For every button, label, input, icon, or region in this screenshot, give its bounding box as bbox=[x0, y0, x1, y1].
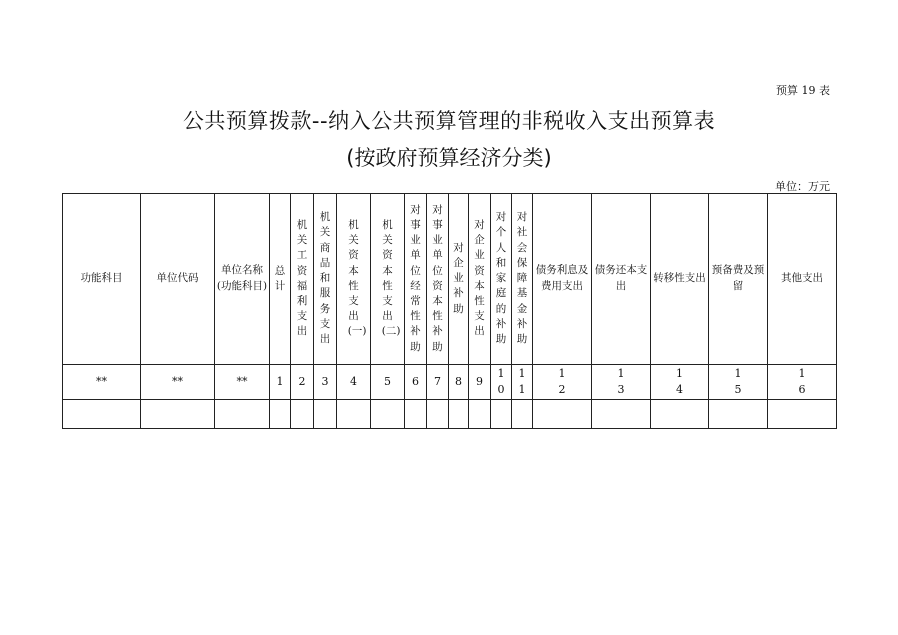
column-header-label: 总计 bbox=[274, 264, 286, 292]
column-number: 7 bbox=[427, 365, 449, 400]
column-header bbox=[337, 194, 371, 365]
table-cell bbox=[270, 400, 291, 429]
header-row bbox=[63, 194, 837, 365]
column-number: 16 bbox=[768, 365, 837, 400]
column-number: 13 bbox=[592, 365, 651, 400]
table-cell bbox=[337, 400, 371, 429]
column-header-label: 单位名称(功能科目) bbox=[216, 264, 268, 292]
column-header-label: 对事业单位经常性补助 bbox=[410, 203, 421, 353]
table-cell bbox=[709, 400, 768, 429]
table-cell bbox=[651, 400, 709, 429]
column-header-label: 债务利息及费用支出 bbox=[535, 264, 589, 292]
column-number: 9 bbox=[469, 365, 491, 400]
column-header bbox=[291, 194, 314, 365]
table-cell bbox=[768, 400, 837, 429]
column-header-label: 对社会保障基金补助 bbox=[516, 211, 528, 345]
column-header bbox=[491, 194, 512, 365]
column-header-label: 对事业单位资本性补助 bbox=[432, 203, 443, 353]
column-header bbox=[512, 194, 533, 365]
column-header bbox=[270, 194, 291, 365]
column-header bbox=[427, 194, 449, 365]
table-row bbox=[63, 400, 837, 429]
column-header bbox=[449, 194, 469, 365]
column-number: 2 bbox=[291, 365, 314, 400]
page-subtitle: (按政府预算经济分类) bbox=[346, 146, 552, 170]
table-cell bbox=[533, 400, 592, 429]
column-header-label: 转移性支出 bbox=[653, 272, 706, 285]
column-number: 3 bbox=[314, 365, 337, 400]
column-header-label: 其他支出 bbox=[781, 272, 823, 285]
column-number: 14 bbox=[651, 365, 709, 400]
column-header bbox=[215, 194, 270, 365]
column-number: ** bbox=[215, 365, 270, 400]
column-header-label: 单位代码 bbox=[156, 272, 199, 285]
column-header bbox=[469, 194, 491, 365]
column-header-label: 机关资本性支出(一) bbox=[347, 218, 367, 338]
column-number: 8 bbox=[449, 365, 469, 400]
column-header-label: 机关工资福利支出 bbox=[296, 218, 308, 338]
table-cell bbox=[592, 400, 651, 429]
table-cell bbox=[291, 400, 314, 429]
column-number: 6 bbox=[405, 365, 427, 400]
column-header-label: 机关资本性支出(二) bbox=[381, 218, 401, 338]
column-header-label: 对企业补助 bbox=[453, 241, 464, 315]
column-number: 15 bbox=[709, 365, 768, 400]
table-cell bbox=[141, 400, 215, 429]
table-number: 预算 19 表 bbox=[776, 84, 830, 97]
column-number: ** bbox=[63, 365, 141, 400]
column-number: 1 bbox=[270, 365, 291, 400]
column-number: 10 bbox=[491, 365, 512, 400]
column-number: ** bbox=[141, 365, 215, 400]
column-header bbox=[314, 194, 337, 365]
column-header-label: 功能科目 bbox=[80, 272, 123, 285]
column-header bbox=[63, 194, 141, 365]
table-cell bbox=[469, 400, 491, 429]
table-cell bbox=[427, 400, 449, 429]
table-cell bbox=[512, 400, 533, 429]
column-header bbox=[768, 194, 837, 365]
column-header bbox=[141, 194, 215, 365]
column-header bbox=[405, 194, 427, 365]
column-header-label: 对企业资本性支出 bbox=[474, 218, 485, 338]
column-header-label: 机关商品和服务支出 bbox=[319, 211, 331, 345]
column-number: 4 bbox=[337, 365, 371, 400]
unit-label: 单位：万元 bbox=[775, 180, 830, 193]
table-cell bbox=[371, 400, 405, 429]
column-header bbox=[371, 194, 405, 365]
column-number: 12 bbox=[533, 365, 592, 400]
page-title: 公共预算拨款--纳入公共预算管理的非税收入支出预算表 bbox=[182, 109, 716, 133]
table-cell bbox=[215, 400, 270, 429]
table-cell bbox=[63, 400, 141, 429]
table-cell bbox=[405, 400, 427, 429]
column-header bbox=[592, 194, 651, 365]
column-header bbox=[709, 194, 768, 365]
column-header-label: 对个人和家庭的补助 bbox=[495, 211, 507, 345]
table-cell bbox=[491, 400, 512, 429]
column-number-row bbox=[63, 365, 837, 400]
column-number: 11 bbox=[512, 365, 533, 400]
budget-table bbox=[62, 193, 837, 429]
column-header bbox=[651, 194, 709, 365]
table-cell bbox=[314, 400, 337, 429]
table-cell bbox=[449, 400, 469, 429]
column-header-label: 预备费及预留 bbox=[711, 264, 765, 292]
column-header-label: 债务还本支出 bbox=[594, 264, 648, 292]
column-header bbox=[533, 194, 592, 365]
column-number: 5 bbox=[371, 365, 405, 400]
